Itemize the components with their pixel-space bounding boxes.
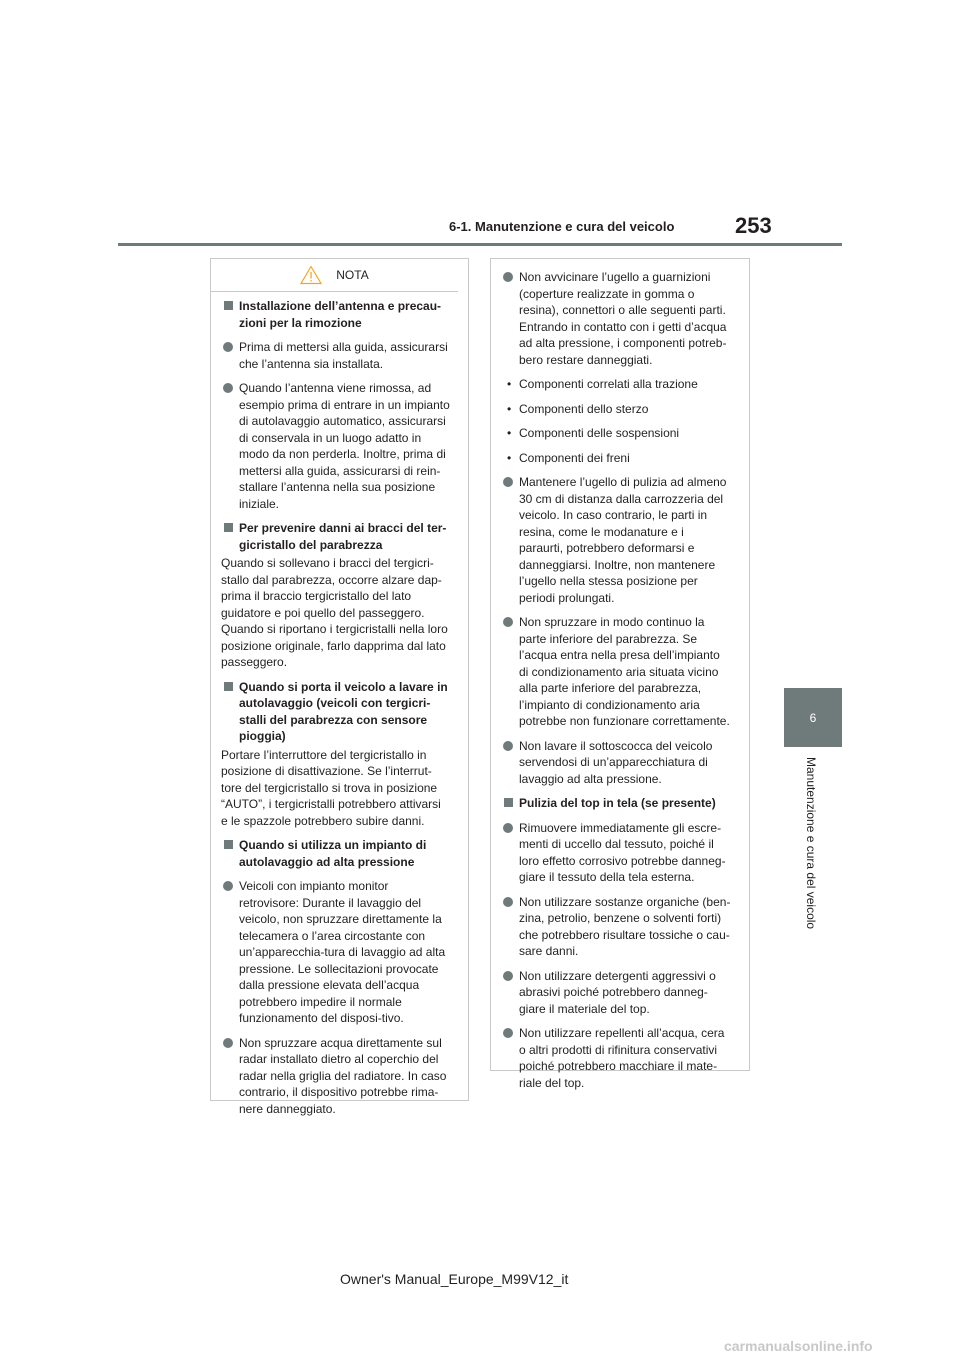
bullet-item [501, 474, 731, 606]
round-bullet-icon [503, 272, 513, 282]
round-bullet-icon [503, 617, 513, 627]
round-bullet-icon [503, 971, 513, 981]
item-text: Installazione dell’antenna e precau-zioni per la rimozione [239, 299, 442, 330]
sub-bullet-mark: • [507, 426, 512, 440]
item-text: Veicoli con impianto monitor retrovisore: Durante il lavaggio del veicolo, non spruzzare direttamente la telecamera o l’area circostante con un’apparecchia-tura di lavaggio ad alta pressione. Le sollecitazioni provocate dalla pressione elevata dell’acqua potrebbero impedire il normale funzionamento del disposi-tivo. [239, 879, 446, 1025]
sub-list-item [501, 376, 731, 393]
sub-bullet-mark: • [507, 377, 512, 391]
bullet-item [501, 820, 731, 886]
item-text: Prima di mettersi alla guida, assicurarsi che l’antenna sia installata. [239, 340, 448, 371]
round-bullet-icon [503, 1028, 513, 1038]
chapter-number: 6 [809, 710, 817, 725]
round-bullet-icon [223, 342, 233, 352]
chapter-title: Manutenzione e cura del veicolo [804, 757, 818, 930]
sub-list-item [501, 450, 731, 467]
sub-bullet-mark: • [507, 401, 512, 416]
item-text: Non lavare il sottoscocca del veicolo servendosi di un’apparecchiatura di lavaggio ad alta pressione. [519, 738, 713, 786]
item-text: Non utilizzare detergenti aggressivi o abrasivi poiché potrebbero danneg-giare il materiale del top. [519, 968, 716, 1016]
item-text: Quando si sollevano i bracci del tergicri-stallo dal parabrezza, occorre alzare dap-prima il braccio tergicristallo del lato guidatore e poi quello del passeggero. Quando si riportano i tergicristalli nella loro posizione originale, farlo dapprima dal lato passeggero. [221, 556, 448, 669]
item-text: Quando si porta il veicolo a lavare in autolavaggio (veicoli con tergicri-stalli del parabrezza con sensore pioggia) [239, 679, 448, 743]
notice-right-content [501, 269, 731, 1091]
square-bullet-icon [504, 798, 513, 807]
bullet-item [501, 894, 731, 960]
notice-left-content [221, 298, 450, 1117]
square-bullet-icon [224, 840, 233, 849]
page-number: 253 [735, 213, 772, 238]
sub-list-item [501, 401, 731, 418]
notice-header [211, 259, 458, 292]
square-bullet-icon [224, 682, 233, 691]
warning-triangle-icon [300, 265, 322, 285]
section-heading [221, 520, 450, 553]
chapter-tab [784, 688, 842, 747]
item-text: Per prevenire danni ai bracci del ter-gicristallo del parabrezza [239, 521, 447, 552]
item-text: Componenti correlati alla trazione [519, 377, 698, 391]
round-bullet-icon [223, 1038, 233, 1048]
round-bullet-icon [223, 881, 233, 891]
item-text: Componenti dei freni [519, 450, 630, 465]
item-text: Pulizia del top in tela (se presente) [519, 796, 716, 810]
bullet-item [221, 380, 450, 512]
bullet-item [221, 339, 450, 372]
notice-box-right [490, 258, 750, 1090]
square-bullet-icon [224, 301, 233, 310]
round-bullet-icon [503, 477, 513, 487]
item-text: Rimuovere immediatamente gli escre-menti di uccello dal tessuto, poiché il loro effetto corrosivo potrebbe danneg-giare il tessuto della tela esterna. [519, 820, 726, 884]
bullet-item [501, 269, 731, 368]
item-text: Quando l’antenna viene rimossa, ad esempio prima di entrare in un impianto di autolavaggio automatico, assicurarsi di conservala in un luogo adatto in modo da non perderla. Inoltre, prima di mettersi alla guida, assicurarsi di rein-stallare l’antenna nella sua posizione iniziale. [239, 381, 450, 511]
notice-label: NOTA [336, 268, 369, 282]
section-title: 6-1. Manutenzione e cura del veicolo [449, 219, 675, 234]
item-text: Non spruzzare acqua direttamente sul radar installato dietro al coperchio del radar nella griglia del radiatore. In caso contrario, il dispositivo potrebbe rima-nere danneggiato. [239, 1035, 447, 1116]
item-text: Componenti dello sterzo [519, 401, 649, 416]
round-bullet-icon [503, 823, 513, 833]
bullet-item [501, 614, 731, 730]
paragraph [221, 555, 450, 671]
paragraph [221, 747, 450, 830]
bullet-item [501, 1025, 731, 1091]
section-heading [221, 298, 450, 331]
round-bullet-icon [223, 383, 233, 393]
header-divider [118, 243, 842, 246]
bullet-item [221, 1035, 450, 1118]
round-bullet-icon [503, 897, 513, 907]
item-text: Non spruzzare in modo continuo la parte inferiore del parabrezza. Se l’acqua entra nella presa dell’impianto di condizionamento aria situata vicino alla parte inferiore del parabrezza, l’impianto di condizionamento aria potrebbe non funzionare correttamente. [519, 615, 730, 728]
item-text: Non utilizzare repellenti all’acqua, cera o altri prodotti di rifinitura conservativi poiché potrebbero macchiare il mate-riale del top. [519, 1026, 725, 1090]
section-heading [221, 837, 450, 870]
item-text: Componenti delle sospensioni [519, 426, 680, 440]
item-text: Mantenere l’ugello di pulizia ad almeno 30 cm di distanza dalla carrozzeria del veicolo. In caso contrario, le parti in resina, come le modanature e i paraurti, potrebbero deformarsi e danneggiarsi. Inoltre, non mantenere l’ugello nella stessa posizione per periodi prolungati. [519, 475, 727, 605]
item-text: Non avvicinare l’ugello a guarnizioni (coperture realizzate in gomma o resina), connettori o alle seguenti parti. Entrando in contatto con i getti d’acqua ad alta pressione, i componenti potreb-bero restare danneggiati. [519, 270, 727, 367]
bullet-item [501, 968, 731, 1018]
sub-bullet-mark: • [507, 450, 512, 465]
bullet-item [221, 878, 450, 1027]
item-text: Quando si utilizza un impianto di autolavaggio ad alta pressione [239, 838, 427, 869]
section-heading [501, 795, 731, 812]
manual-id: Owner's Manual_Europe_M99V12_it [340, 1271, 569, 1287]
item-text: Non utilizzare sostanze organiche (ben-zina, petrolio, benzene o solventi forti) che potrebbero risultare tossiche o cau-sare danni. [519, 894, 731, 958]
square-bullet-icon [224, 523, 233, 532]
round-bullet-icon [503, 741, 513, 751]
watermark: carmanualsonline.info [724, 1338, 873, 1354]
bullet-item [501, 738, 731, 788]
item-text: Portare l’interruttore del tergicristallo in posizione di disattivazione. Se l’interrut-tore del tergicristallo si trova in posizione “AUTO”, i tergicristalli potrebbero attivarsi e le spazzole potrebbero subire danni. [221, 747, 441, 828]
sub-list-item [501, 425, 731, 442]
section-heading [221, 679, 450, 745]
notice-box-left [210, 258, 469, 1116]
